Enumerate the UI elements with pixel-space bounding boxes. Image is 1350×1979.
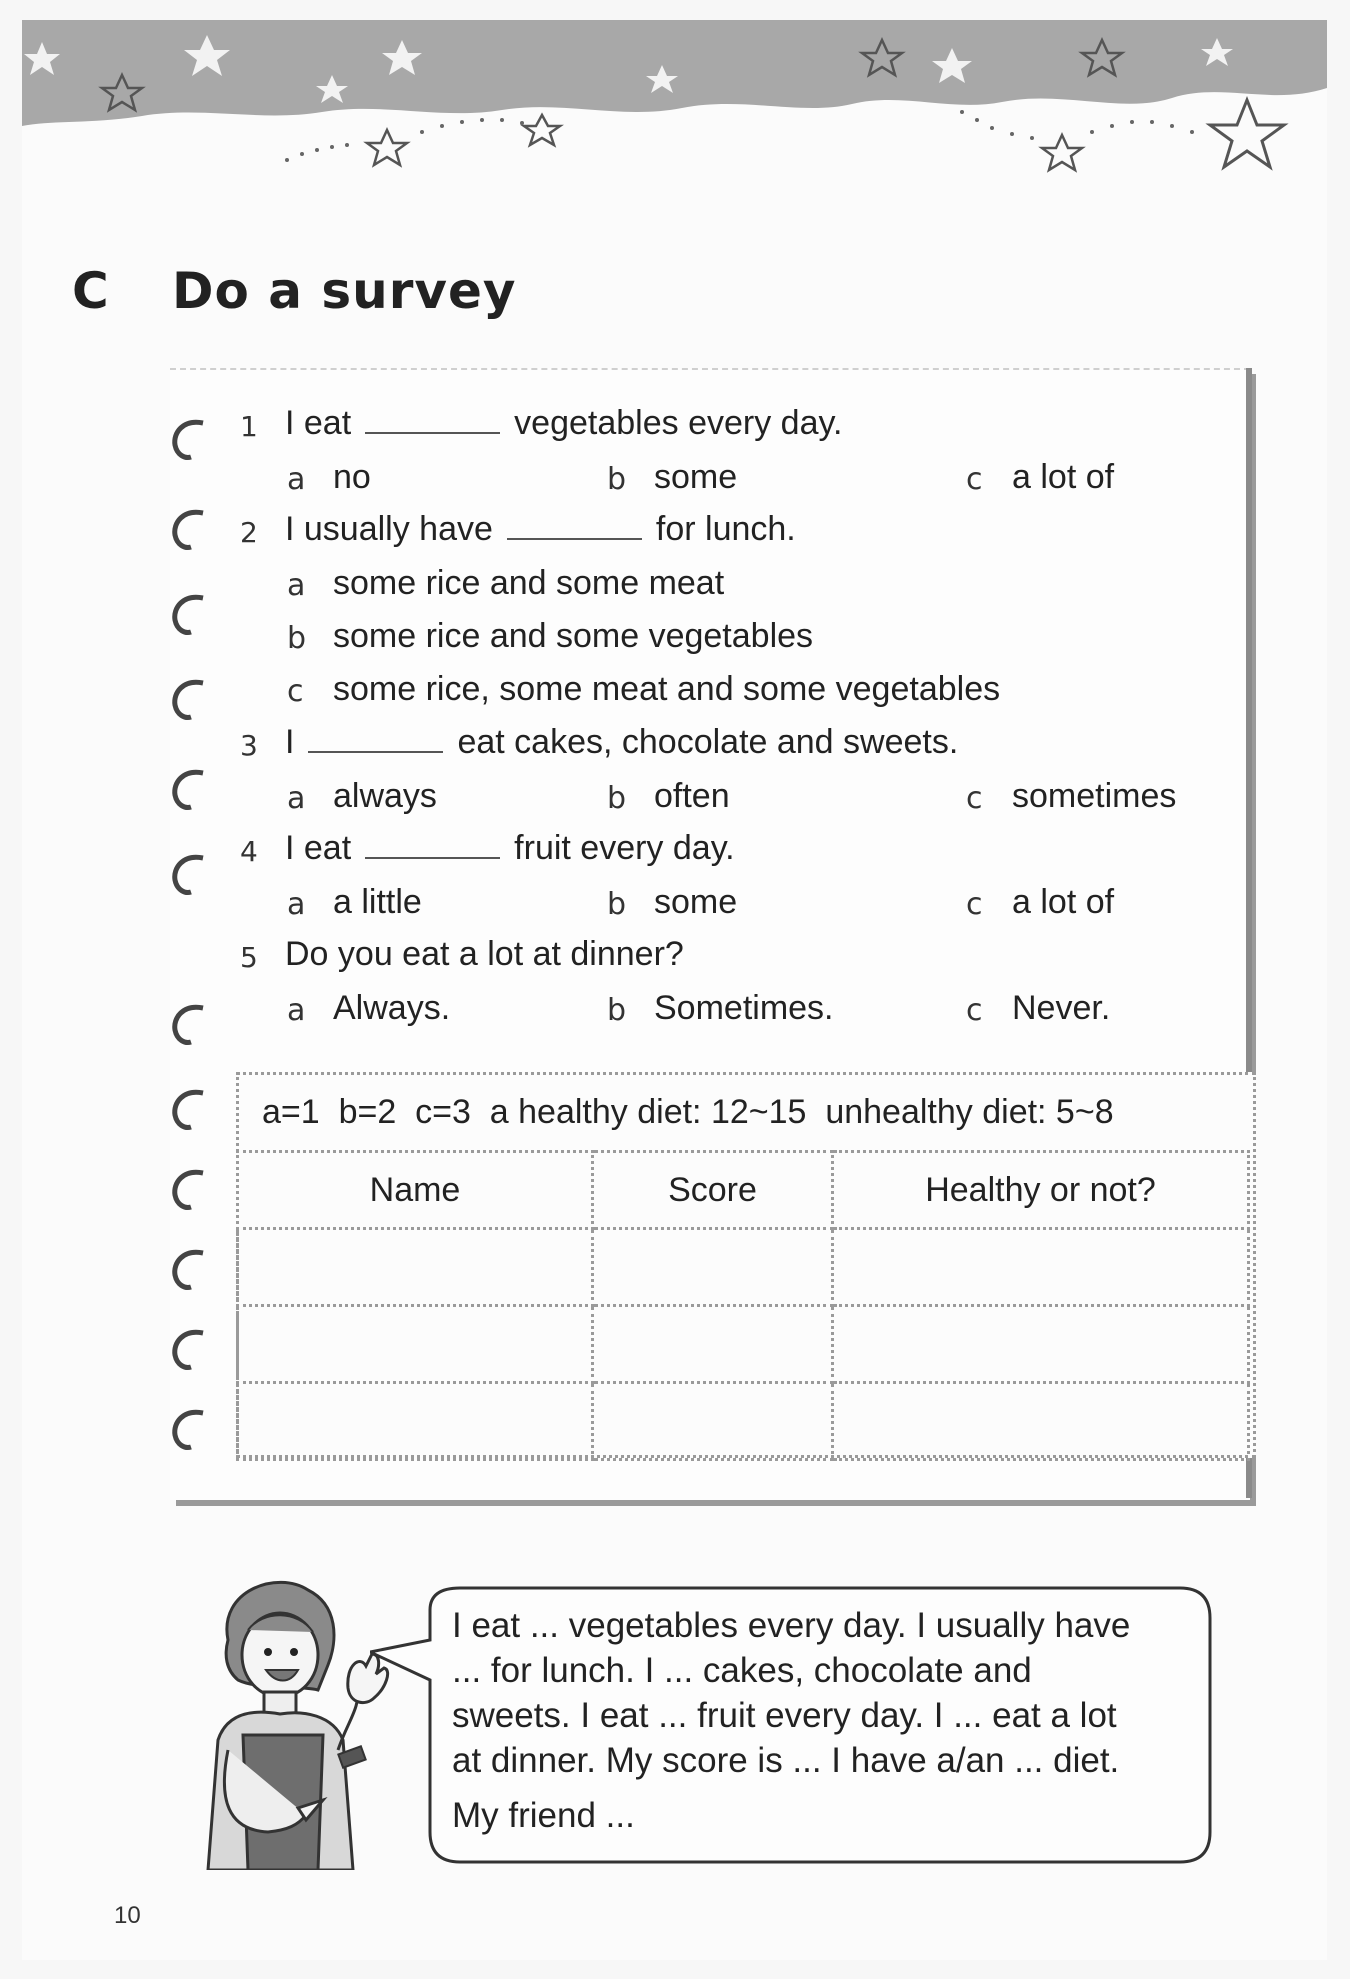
option-text: some: [654, 883, 738, 921]
option-text: Never.: [1012, 989, 1111, 1027]
option-text: some rice and some vegetables: [333, 617, 814, 655]
table-row: [238, 1229, 1249, 1306]
option-letter: c: [287, 674, 304, 709]
binder-ring-icon: [165, 415, 215, 465]
binder-ring-icon: [165, 1405, 215, 1455]
table-cell[interactable]: [593, 1306, 833, 1383]
option-letter: a: [287, 568, 306, 603]
question-number: 4: [240, 835, 258, 868]
option-letter: b: [607, 887, 627, 922]
option-text: sometimes: [1012, 777, 1177, 815]
bubble-line: sweets. I eat ... fruit every day. I ... eat a lot: [452, 1696, 1117, 1735]
question-text-before: I usually have: [285, 510, 493, 548]
answer-blank: [365, 856, 500, 859]
table-row: [238, 1383, 1249, 1460]
column-header-healthy: Healthy or not?: [833, 1152, 1249, 1229]
table-cell[interactable]: [238, 1229, 593, 1306]
page-number: 10: [114, 1902, 141, 1929]
question-4: [285, 829, 735, 868]
column-header-name: Name: [238, 1152, 593, 1229]
table-cell[interactable]: [238, 1306, 593, 1383]
bubble-line: at dinner. My score is ... I have a/an ... diet.: [452, 1741, 1120, 1780]
bubble-line-friend: My friend ...: [452, 1796, 635, 1835]
option-letter: b: [607, 781, 627, 816]
binder-ring-icon: [165, 765, 215, 815]
question-text-after: eat cakes, chocolate and sweets.: [457, 723, 959, 761]
option-text: Sometimes.: [654, 989, 834, 1027]
scoring-key: a=1 b=2 c=3 a healthy diet: 12~15 unhealthy diet: 5~8: [262, 1093, 1114, 1131]
table-cell[interactable]: [238, 1383, 593, 1460]
section-title: [72, 262, 517, 320]
option-letter: a: [287, 781, 306, 816]
question-number: 3: [240, 729, 258, 762]
binder-ring-icon: [165, 590, 215, 640]
binder-ring-icon: [165, 1165, 215, 1215]
answer-blank: [507, 537, 642, 540]
question-3: [285, 723, 958, 762]
option-letter: a: [287, 887, 306, 922]
question-number: 1: [240, 410, 258, 443]
table-cell[interactable]: [593, 1229, 833, 1306]
question-2: [285, 510, 796, 549]
option-text: Always.: [333, 989, 451, 1027]
option-letter: c: [966, 781, 983, 816]
option-letter: b: [607, 993, 627, 1028]
option-letter: c: [966, 462, 983, 497]
table-cell[interactable]: [833, 1229, 1249, 1306]
answer-blank: [308, 750, 443, 753]
binder-ring-icon: [165, 1085, 215, 1135]
binder-ring-icon: [165, 850, 215, 900]
option-text: a lot of: [1012, 883, 1115, 921]
table-cell[interactable]: [833, 1383, 1249, 1460]
option-letter: b: [607, 462, 627, 497]
section-letter: C: [72, 262, 110, 320]
option-text: a lot of: [1012, 458, 1115, 496]
column-header-score: Score: [593, 1152, 833, 1229]
binder-ring-icon: [165, 675, 215, 725]
binder-ring-icon: [165, 505, 215, 555]
bubble-line: I eat ... vegetables every day. I usually have: [452, 1606, 1131, 1645]
table-row: [238, 1306, 1249, 1383]
question-5: [285, 935, 684, 974]
option-text: some rice, some meat and some vegetables: [333, 670, 1001, 708]
question-number: 5: [240, 941, 258, 974]
option-text: no: [333, 458, 371, 496]
option-text: some: [654, 458, 738, 496]
answer-blank: [365, 431, 500, 434]
option-letter: c: [966, 887, 983, 922]
question-text-after: for lunch.: [655, 510, 796, 548]
question-1: [285, 404, 842, 443]
question-text-before: I eat: [285, 829, 352, 867]
option-letter: a: [287, 993, 306, 1028]
table-cell[interactable]: [833, 1306, 1249, 1383]
section-heading: Do a survey: [172, 262, 517, 320]
option-letter: a: [287, 462, 306, 497]
question-text-before: I: [285, 723, 295, 761]
survey-table: [236, 1150, 1250, 1461]
binder-ring-icon: [165, 1245, 215, 1295]
option-letter: b: [287, 621, 307, 656]
table-header-row: [238, 1152, 1249, 1229]
option-letter: c: [966, 993, 983, 1028]
question-text: Do you eat a lot at dinner?: [285, 935, 684, 973]
question-text-before: I eat: [285, 404, 352, 442]
option-text: a little: [333, 883, 422, 921]
question-text-after: vegetables every day.: [514, 404, 843, 442]
option-text: always: [333, 777, 437, 815]
option-text: some rice and some meat: [333, 564, 725, 602]
question-text-after: fruit every day.: [514, 829, 735, 867]
question-number: 2: [240, 516, 258, 549]
speech-bubble-text: [452, 1603, 1212, 1838]
table-cell[interactable]: [593, 1383, 833, 1460]
binder-ring-icon: [165, 1000, 215, 1050]
option-text: often: [654, 777, 730, 815]
bubble-line: ... for lunch. I ... cakes, chocolate and: [452, 1651, 1032, 1690]
binder-ring-icon: [165, 1325, 215, 1375]
